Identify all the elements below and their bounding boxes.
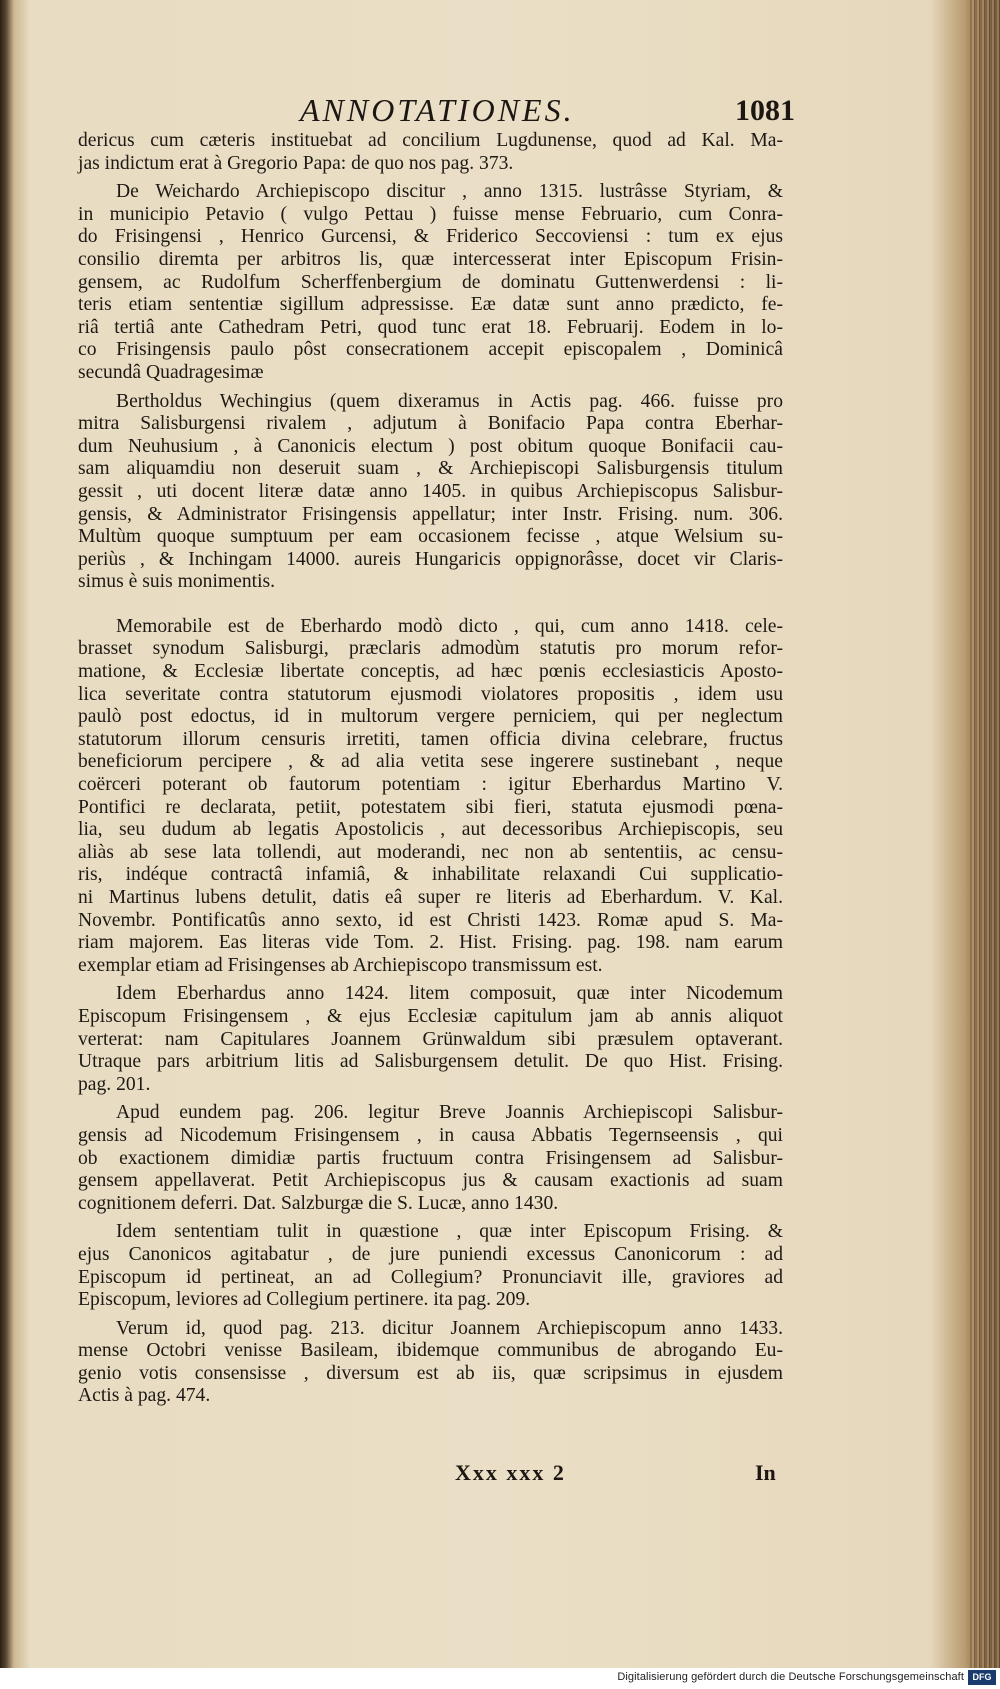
book-edge bbox=[970, 0, 1000, 1668]
text-line: coërceri poterant ob fautorum potentiam : igitur Eberhardus Martino V. bbox=[78, 774, 783, 796]
text-line: riâ tertiâ ante Cathedram Petri, quod tunc erat 18. Februarij. Eodem in lo- bbox=[78, 316, 783, 338]
paragraph bbox=[78, 1221, 783, 1311]
text-line: Apud eundem pag. 206. legitur Breve Joannis Archiepiscopi Salisbur- bbox=[116, 1102, 783, 1124]
paragraph bbox=[78, 181, 783, 384]
text-line: co Frisingensis paulo pôst consecrationem accepit episcopalem , Dominicâ bbox=[78, 339, 783, 361]
text-line: verterat: nam Capitulares Joannem Grünwaldum sibi præsulem optaverant. bbox=[78, 1028, 783, 1050]
text-line: Bertholdus Wechingius (quem dixeramus in Actis pag. 466. fuisse pro bbox=[116, 390, 783, 412]
text-line: Verum id, quod pag. 213. dicitur Joannem Archiepiscopum anno 1433. bbox=[116, 1317, 783, 1339]
text-line: Episcopum id pertineat, an ad Collegium? Pronunciavit ille, graviores ad bbox=[78, 1266, 783, 1288]
catchword: In bbox=[755, 1460, 776, 1485]
text-line: genio votis consensisse , diversum est ab iis, quæ scripsimus in ejusdem bbox=[78, 1362, 783, 1384]
text-line: Episcopum Frisingensem , & ejus Ecclesiæ capitulum jam ab annis aliquot bbox=[78, 1005, 783, 1027]
text-line: riam majorem. Eas literas vide Tom. 2. Hist. Frising. pag. 198. nam earum bbox=[78, 932, 783, 954]
text-line: ejus Canonicos agitabatur , de jure puniendi excessus Canonicorum : ad bbox=[78, 1243, 783, 1265]
text-line: teris etiam sententiæ sigillum adpressisse. Eæ datæ sunt anno prædicto, fe- bbox=[78, 294, 783, 316]
text-line: gensis, & Administrator Frisingensis appellatur; inter Instr. Frising. num. 306. bbox=[78, 503, 783, 525]
text-line: aliàs ab sese lata tollendi, aut moderandi, nec non ab sententiis, ac censu- bbox=[78, 841, 783, 863]
digitization-credit: Digitalisierung gefördert durch die Deutsche Forschungsgemeinschaft bbox=[617, 1671, 964, 1683]
text-line: periùs , & Inchingam 14000. aureis Hungaricis oppignorâsse, docet vir Claris- bbox=[78, 548, 783, 570]
paragraph bbox=[78, 1102, 783, 1215]
text-line: ob exactionem dimidiæ partis fructuum contra Frisingensem ad Salisbur- bbox=[78, 1147, 783, 1169]
text-line: paulò post edoctus, id in multorum vergere perniciem, qui per neglectum bbox=[78, 706, 783, 728]
text-line: Pontifici re declarata, petiit, potestatem sibi fieri, statuta ejusmodi pœna- bbox=[78, 796, 783, 818]
text-line: Novembr. Pontificatûs anno sexto, id est Christi 1423. Romæ apud S. Ma- bbox=[78, 909, 783, 931]
paragraph bbox=[78, 391, 783, 594]
text-line: Idem sententiam tulit in quæstione , quæ inter Episcopum Frising. & bbox=[116, 1221, 783, 1243]
text-line: ni Martinus lubens detulit, datis eâ super re literis ad Eberhardum. V. Kal. bbox=[78, 887, 783, 908]
text-line: mitra Salisburgensi rivalem , adjutum à Bonifacio Papa contra Eberhar- bbox=[78, 413, 783, 435]
text-line: lica severitate contra statutorum ejusmodi violatores propositis , idem usu bbox=[78, 683, 783, 705]
text-line: Memorabile est de Eberhardo modò dicto , qui, cum anno 1418. cele- bbox=[116, 615, 783, 637]
text-line: matione, & Ecclesiæ libertate conceptis, ad hæc pœnis ecclesiasticis Aposto- bbox=[78, 661, 783, 683]
text-line: beneficiorum percipere , & ad alia vetita sese ingerere sustinebant , neque bbox=[78, 751, 783, 773]
running-title: ANNOTATIONES. bbox=[300, 92, 575, 128]
text-line: Multùm quoque sumptuum per eam occasionem fecisse , atque Welsium su- bbox=[78, 526, 783, 548]
text-line: exemplar etiam ad Frisingenses ab Archiepiscopo transmissum est. bbox=[78, 954, 603, 976]
text-line: jas indictum erat à Gregorio Papa: de quo nos pag. 373. bbox=[78, 152, 514, 174]
text-line: Actis à pag. 474. bbox=[78, 1385, 211, 1407]
text-line: Utraque pars arbitrium litis ad Salisburgensem detulit. De quo Hist. Frising. bbox=[78, 1051, 783, 1073]
text-line: cognitionem deferri. Dat. Salzburgæ die S. Lucæ, anno 1430. bbox=[78, 1192, 559, 1214]
text-line: gensis ad Nicodemum Frisingensem , in causa Abbatis Tegernseensis , qui bbox=[78, 1124, 783, 1146]
text-line: sam aliquamdiu non deseruit suam , & Archiepiscopi Salisburgensis titulum bbox=[78, 458, 783, 480]
paragraph bbox=[78, 130, 783, 175]
text-line: consilio diremta per arbitros lis, quæ intercesserat inter Episcopum Frisin- bbox=[78, 248, 783, 270]
text-line: De Weichardo Archiepiscopo discitur , anno 1315. lustrâsse Styriam, & bbox=[116, 181, 783, 203]
dfg-logo: DFG bbox=[968, 1670, 996, 1685]
page-number: 1081 bbox=[735, 94, 795, 127]
paragraph bbox=[78, 616, 783, 978]
text-line: gensem, ac Rudolfum Scherffenbergium de dominatu Guttenwerdensi : li- bbox=[78, 271, 783, 293]
text-line: Idem Eberhardus anno 1424. litem composuit, quæ inter Nicodemum bbox=[116, 983, 783, 1005]
paragraph bbox=[78, 983, 783, 1096]
text-line: gensem appellaverat. Petit Archiepiscopus jus & causam exactionis ad suam bbox=[78, 1170, 783, 1192]
text-line: lia, seu dudum ab legatis Apostolicis , aut decessoribus Archiepiscopis, seu bbox=[78, 819, 783, 841]
signature-mark: Xxx xxx 2 bbox=[455, 1460, 566, 1485]
text-line: do Frisingensi , Henrico Gurcensi, & Friderico Seccoviensi : tum ex ejus bbox=[78, 226, 783, 248]
text-line: mense Octobri venisse Basileam, ibidemque communibus de abrogando Eu- bbox=[78, 1340, 783, 1362]
text-line: dericus cum cæteris instituebat ad concilium Lugdunense, quod ad Kal. Ma- bbox=[78, 130, 783, 151]
text-line: dum Neuhusium , à Canonicis electum ) post obitum quoque Bonifacii cau- bbox=[78, 435, 783, 457]
text-line: brasset synodum Salisburgi, præclaris admodùm statutis pro morum refor- bbox=[78, 638, 783, 660]
text-line: in municipio Petavio ( vulgo Pettau ) fuisse mense Februario, cum Conra- bbox=[78, 203, 783, 225]
text-line: ris, indéque contractâ infamiâ, & inhabilitate relaxandi Cui supplicatio- bbox=[78, 864, 783, 886]
paragraph bbox=[78, 1318, 783, 1408]
paragraph-gap bbox=[78, 594, 783, 616]
text-line: secundâ Quadragesimæ bbox=[78, 361, 264, 383]
text-line: pag. 201. bbox=[78, 1073, 151, 1095]
text-line: statutorum illorum censuris irretiti, tamen officia divina celebrare, fructus bbox=[78, 728, 783, 750]
body-text bbox=[78, 130, 783, 1408]
text-line: gessit , uti docent literæ datæ anno 1405. in quibus Archiepiscopus Salisbur- bbox=[78, 480, 783, 502]
text-line: simus è suis monimentis. bbox=[78, 571, 276, 593]
text-line: Episcopum, leviores ad Collegium pertinere. ita pag. 209. bbox=[78, 1289, 531, 1311]
